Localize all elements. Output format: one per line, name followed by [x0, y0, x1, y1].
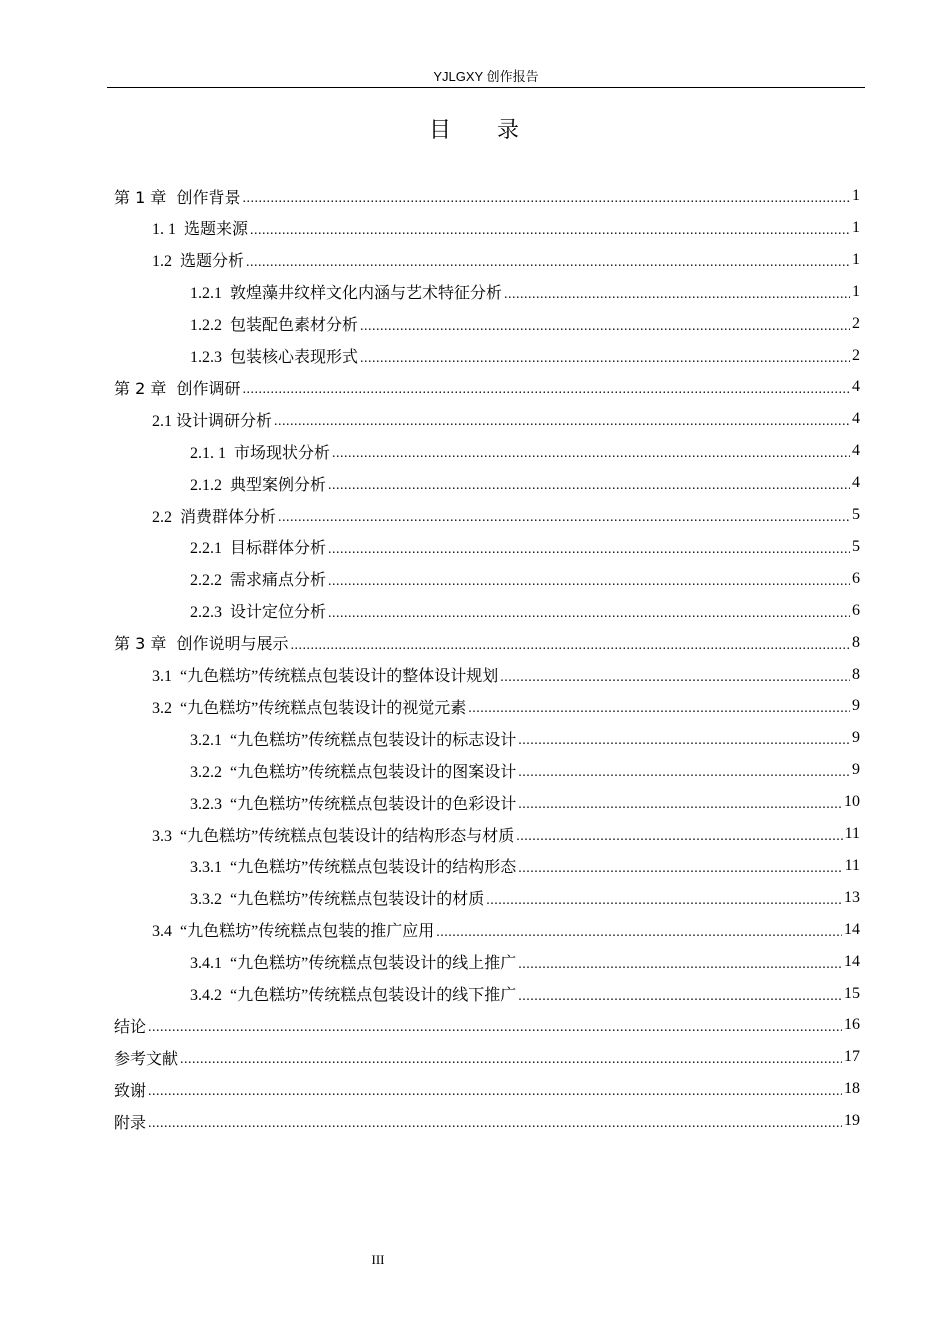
toc-entry-label: 第 3 章 创作说明与展示	[114, 634, 289, 654]
toc-entry[interactable]	[190, 754, 860, 786]
toc-entry-page: 9	[852, 729, 860, 747]
toc-entry[interactable]	[190, 276, 860, 308]
toc-entry[interactable]	[190, 467, 860, 499]
toc-leader-dots	[332, 446, 850, 462]
toc-leader-dots	[518, 733, 850, 749]
toc-entry[interactable]	[190, 595, 860, 627]
toc-entry-label: 第 2 章 创作调研	[114, 378, 241, 398]
toc-entry[interactable]	[114, 1073, 860, 1105]
toc-leader-dots	[518, 957, 842, 973]
toc-entry-label: 2.2.3 设计定位分析	[190, 604, 327, 622]
toc-entry-page: 2	[852, 314, 860, 332]
toc-entry[interactable]	[190, 531, 860, 563]
toc-entry-page: 1	[852, 218, 860, 236]
toc-entry-page: 8	[852, 665, 860, 683]
toc-entry[interactable]	[190, 435, 860, 467]
toc-leader-dots	[180, 1052, 842, 1068]
toc-entry-page: 9	[852, 761, 860, 779]
toc-entry-page: 17	[844, 1048, 860, 1066]
toc-entry-label: 3.3 “九色糕坊”传统糕点包装设计的结构形态与材质	[152, 827, 515, 845]
toc-entry[interactable]	[152, 659, 860, 691]
toc-entry-page: 9	[852, 697, 860, 715]
toc-entry-page: 5	[852, 537, 860, 555]
toc-leader-dots	[328, 606, 850, 622]
toc-entry[interactable]	[152, 914, 860, 946]
toc-leader-dots	[243, 191, 850, 207]
toc-entry-page: 6	[852, 601, 860, 619]
toc-entry-page: 11	[844, 856, 860, 874]
toc-entry-label: 致谢	[114, 1080, 147, 1100]
toc-entry[interactable]	[152, 212, 860, 244]
toc-entry-page: 1	[852, 250, 860, 268]
toc-entry-page: 1	[852, 187, 860, 204]
toc-entry[interactable]	[190, 786, 860, 818]
toc-entry[interactable]	[114, 180, 860, 212]
toc-title-part1: 目	[428, 118, 453, 143]
toc-leader-dots	[328, 574, 850, 590]
toc-entry-label: 附录	[114, 1112, 147, 1132]
toc-title	[0, 116, 950, 146]
toc-entry-page: 1	[852, 282, 860, 300]
toc-entry-page: 6	[852, 569, 860, 587]
toc-entry-label: 2.2.2 需求痛点分析	[190, 572, 327, 590]
toc-leader-dots	[504, 287, 850, 303]
toc-leader-dots	[518, 765, 850, 781]
toc-entry-label: 2.1.2 典型案例分析	[190, 476, 327, 494]
toc-leader-dots	[148, 1020, 842, 1036]
toc-leader-dots	[148, 1116, 842, 1132]
running-header: YJLGXY 创作报告	[433, 69, 539, 84]
toc-leader-dots	[518, 861, 842, 877]
toc-entry-page: 11	[844, 825, 860, 842]
toc-leader-dots	[148, 1084, 842, 1100]
toc-entry-label: 2.1. 1 市场现状分析	[190, 444, 331, 462]
toc-entry-label: 2.2.1 目标群体分析	[190, 540, 327, 558]
toc-entry-label: 3.4.1 “九色糕坊”传统糕点包装设计的线上推广	[190, 955, 517, 973]
toc-entry-page: 14	[844, 920, 860, 938]
toc-entry-page: 19	[844, 1112, 860, 1130]
toc-entry-label: 1.2.2 包装配色素材分析	[190, 317, 359, 335]
toc-entry[interactable]	[190, 946, 860, 978]
toc-entry[interactable]	[152, 499, 860, 531]
toc-leader-dots	[486, 893, 842, 909]
toc-entry-page: 5	[852, 506, 860, 523]
toc-entry-label: 3.2.2 “九色糕坊”传统糕点包装设计的图案设计	[190, 763, 517, 781]
toc-entry[interactable]	[152, 818, 860, 850]
toc-leader-dots	[500, 670, 850, 686]
toc-entry[interactable]	[190, 308, 860, 340]
toc-entry-page: 4	[852, 378, 860, 396]
toc-leader-dots	[328, 478, 850, 494]
toc-entry-page: 4	[852, 474, 860, 492]
toc-entry[interactable]	[114, 627, 860, 659]
toc-entry-label: 1.2.3 包装核心表现形式	[190, 349, 359, 366]
toc-leader-dots	[291, 638, 850, 654]
toc-entry[interactable]	[190, 722, 860, 754]
toc-entry-label: 3.1 “九色糕坊”传统糕点包装设计的整体设计规划	[152, 668, 499, 685]
toc-entry-label: 1.2.1 敦煌藻井纹样文化内涵与艺术特征分析	[190, 285, 503, 303]
toc-entry[interactable]	[152, 244, 860, 276]
toc-title-part2: 录	[497, 118, 522, 143]
toc-entry-page: 16	[844, 1016, 860, 1034]
toc-entry[interactable]	[190, 563, 860, 595]
toc-entry-label: 3.2.1 “九色糕坊”传统糕点包装设计的标志设计	[190, 731, 517, 749]
toc-leader-dots	[278, 510, 850, 526]
toc-entry-page: 4	[852, 442, 860, 460]
toc-entry-label: 1.2 选题分析	[152, 253, 245, 271]
toc-entry-label: 结论	[114, 1016, 147, 1036]
toc-entry-label: 2.1 设计调研分析	[152, 412, 273, 430]
toc-entry[interactable]	[152, 690, 860, 722]
toc-entry-label: 3.2.3 “九色糕坊”传统糕点包装设计的色彩设计	[190, 795, 517, 813]
toc-entry-label: 3.3.2 “九色糕坊”传统糕点包装设计的材质	[190, 891, 485, 909]
header-divider	[107, 87, 865, 88]
toc-entry[interactable]	[190, 850, 860, 882]
toc-leader-dots	[250, 223, 850, 239]
toc-entry-label: 3.3.1 “九色糕坊”传统糕点包装设计的结构形态	[190, 859, 517, 877]
toc-entry-page: 8	[852, 633, 860, 651]
toc-entry-label: 3.4 “九色糕坊”传统糕点包装的推广应用	[152, 923, 435, 941]
toc-entry-label: 3.2 “九色糕坊”传统糕点包装设计的视觉元素	[152, 699, 467, 717]
toc-entry[interactable]	[152, 403, 860, 435]
toc-leader-dots	[436, 925, 842, 941]
toc-leader-dots	[360, 351, 850, 367]
toc-leader-dots	[518, 797, 842, 813]
toc-entry-page: 18	[844, 1080, 860, 1098]
toc-entry-label: 1. 1 选题来源	[152, 221, 249, 239]
page-number: III	[371, 1252, 385, 1267]
toc-entry-page: 2	[852, 346, 860, 364]
toc-leader-dots	[468, 701, 850, 717]
toc-entry[interactable]	[190, 978, 860, 1010]
toc-entry-label: 3.4.2 “九色糕坊”传统糕点包装设计的线下推广	[190, 987, 517, 1004]
toc-leader-dots	[360, 319, 850, 335]
toc-entry-page: 10	[844, 793, 860, 811]
toc-entry-page: 15	[844, 984, 860, 1002]
toc-leader-dots	[518, 989, 842, 1005]
toc-entry[interactable]	[190, 882, 860, 914]
toc-leader-dots	[243, 382, 850, 398]
toc-entry-page: 4	[852, 410, 860, 428]
toc-entry[interactable]	[190, 340, 860, 372]
toc-entry-label: 参考文献	[114, 1048, 179, 1068]
toc-entry-page: 13	[844, 888, 860, 906]
toc-leader-dots	[246, 255, 850, 271]
toc-leader-dots	[328, 542, 850, 558]
toc-entry[interactable]	[114, 1009, 860, 1041]
toc-entry[interactable]	[114, 1105, 860, 1137]
toc-entry-label: 2.2 消费群体分析	[152, 508, 277, 526]
toc-entry-label: 第 1 章 创作背景	[114, 187, 241, 207]
toc-entry[interactable]	[114, 1041, 860, 1073]
toc-leader-dots	[516, 829, 842, 845]
toc-entry-page: 14	[844, 952, 860, 970]
toc-leader-dots	[274, 414, 850, 430]
toc-entry[interactable]	[114, 371, 860, 403]
